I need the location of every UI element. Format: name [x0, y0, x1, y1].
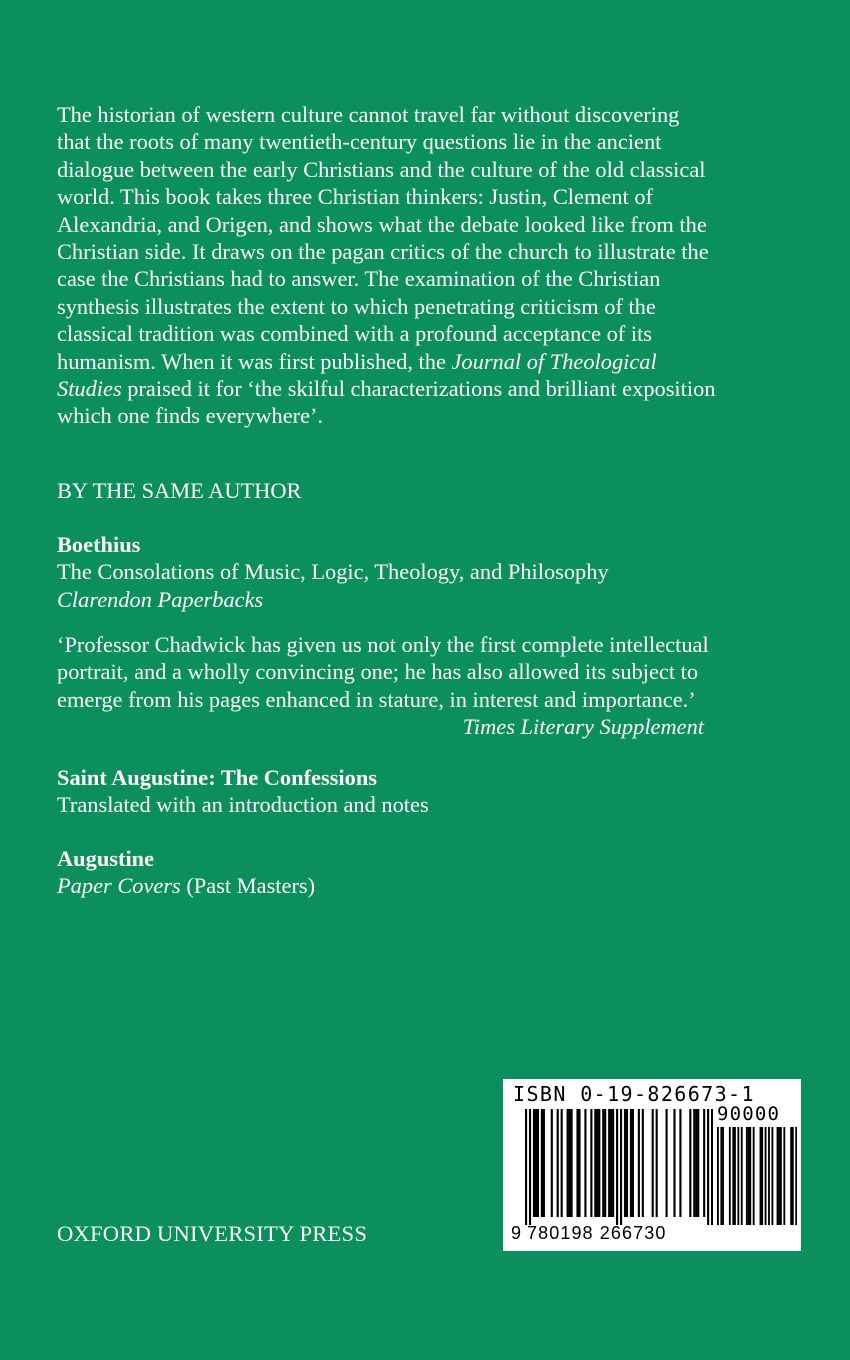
book-entry-boethius [57, 531, 717, 613]
book-title-augustine: Augustine [57, 846, 155, 871]
review-text: ‘Professor Chadwick has given us not only the first complete intellectual portrait, and a wholly convincing one; he has also allowed its subject to emerge from his pages enhanced in stature, in interest and importance.’ [57, 632, 709, 712]
addon-bar [746, 1127, 748, 1225]
blurb-paragraph [57, 101, 717, 430]
same-author-heading: BY THE SAME AUTHOR [57, 478, 302, 503]
addon-bar [720, 1127, 722, 1225]
addon-bar [760, 1127, 762, 1225]
blurb-text-after: praised it for ‘the skilful characterizations and brilliant exposition which one finds everywhere’. [57, 376, 716, 429]
blurb-text-before: The historian of western culture cannot travel far without discovering that the roots of many twentieth-century questions lie in the ancient dialogue between the early Christians and the culture of the old classical world. This book takes three Christian thinkers: Justin, Clement of Alexandria, and Origen, and shows what the debate looked like from the Christian side. It draws on the pagan critics of the church to illustrate the case the Christians had to answer. The examination of the Christian synthesis illustrates the extent to which penetrating criticism of the classical tradition was combined with a profound acceptance of its humanism. When it was first published, the [57, 102, 709, 374]
barcode-bar [693, 1109, 695, 1217]
addon-bar [732, 1127, 734, 1225]
barcode-bar [707, 1109, 709, 1225]
addon-bar [717, 1127, 719, 1225]
barcode-bar [551, 1109, 553, 1217]
barcode-bar [630, 1109, 632, 1217]
barcode-bar [608, 1109, 610, 1217]
barcode-bar [541, 1109, 543, 1217]
addon-bar [749, 1127, 751, 1225]
price-code: 90000 [717, 1103, 781, 1125]
book-title-confessions: Saint Augustine: The Confessions [57, 765, 377, 790]
barcode-bar [697, 1109, 699, 1217]
addon-bar [761, 1127, 763, 1225]
ean-barcode-bars [525, 1109, 713, 1225]
barcode-bar [571, 1109, 573, 1217]
barcode-bar [642, 1109, 644, 1217]
book-series-note-augustine: (Past Masters) [180, 873, 316, 899]
book-subtitle-boethius: The Consolations of Music, Logic, Theology, and Philosophy [57, 559, 609, 585]
barcode-bar [656, 1109, 658, 1217]
barcode-bar [543, 1109, 545, 1217]
barcode-bar [537, 1109, 539, 1217]
barcode-bar [666, 1109, 668, 1217]
barcode-bar [525, 1109, 527, 1225]
barcode-bar [652, 1109, 654, 1217]
addon-bar [737, 1127, 739, 1225]
barcode-bar [679, 1109, 681, 1217]
isbn-number: ISBN 0-19-826673-1 [513, 1082, 755, 1106]
isbn-barcode [503, 1079, 801, 1251]
ean-digits: 780198 266730 [527, 1223, 667, 1243]
addon-bar [748, 1127, 750, 1225]
addon-bar [792, 1127, 794, 1225]
barcode-bar [590, 1109, 592, 1217]
journal-title: Journal of Theological Studies [57, 348, 657, 402]
barcode-bar [711, 1109, 713, 1225]
barcode-bar [624, 1109, 626, 1217]
barcode-bar [604, 1109, 606, 1217]
barcode-bar [632, 1109, 634, 1217]
barcode-bar [703, 1109, 705, 1217]
book-entry-augustine [57, 845, 717, 900]
barcode-bar [569, 1109, 571, 1217]
review-source: Times Literary Supplement [462, 714, 704, 740]
barcode-bar [576, 1109, 578, 1217]
barcode-bar [689, 1109, 691, 1217]
addon-bar [753, 1127, 755, 1225]
barcode-bar [594, 1109, 596, 1217]
price-barcode-bars [717, 1127, 797, 1225]
barcode-bar [612, 1109, 614, 1217]
barcode-bar [561, 1109, 563, 1217]
barcode-bar [673, 1109, 675, 1217]
addon-bar [780, 1127, 782, 1225]
book-series-boethius: Clarendon Paperbacks [57, 586, 264, 612]
barcode-bar [602, 1109, 604, 1217]
barcode-bar [638, 1109, 640, 1217]
addon-bar [734, 1127, 736, 1225]
barcode-bar [596, 1109, 598, 1217]
barcode-bar [626, 1109, 628, 1217]
addon-bar [771, 1127, 773, 1225]
addon-bar [765, 1127, 767, 1225]
book-subtitle-confessions: Translated with an introduction and notes [57, 792, 429, 818]
addon-bar [768, 1127, 770, 1225]
barcode-bar [578, 1109, 580, 1217]
book-title-boethius: Boethius [57, 532, 141, 557]
addon-bar [783, 1127, 785, 1225]
barcode-bar [695, 1109, 697, 1217]
addon-bar [790, 1127, 792, 1225]
barcode-bar [557, 1109, 559, 1217]
barcode-bar [620, 1109, 622, 1225]
addon-bar [741, 1127, 743, 1225]
barcode-bar [610, 1109, 612, 1217]
book-entry-confessions [57, 764, 717, 819]
addon-bar [778, 1127, 780, 1225]
publisher-name: OXFORD UNIVERSITY PRESS [57, 1221, 368, 1246]
barcode-bar [598, 1109, 600, 1217]
addon-bar [777, 1127, 779, 1225]
review-quote [57, 631, 717, 741]
barcode-bar [616, 1109, 618, 1225]
addon-bar [729, 1127, 731, 1225]
barcode-bar [567, 1109, 569, 1217]
addon-bar [795, 1127, 797, 1225]
barcode-bar [533, 1109, 535, 1217]
book-series-augustine: Paper Covers [57, 873, 181, 899]
barcode-bar [535, 1109, 537, 1217]
barcode-bar [584, 1109, 586, 1217]
addon-bar [722, 1127, 724, 1225]
ean-first-digit: 9 [511, 1223, 523, 1243]
book-series-augustine-line [57, 872, 717, 899]
barcode-bar [529, 1109, 531, 1225]
